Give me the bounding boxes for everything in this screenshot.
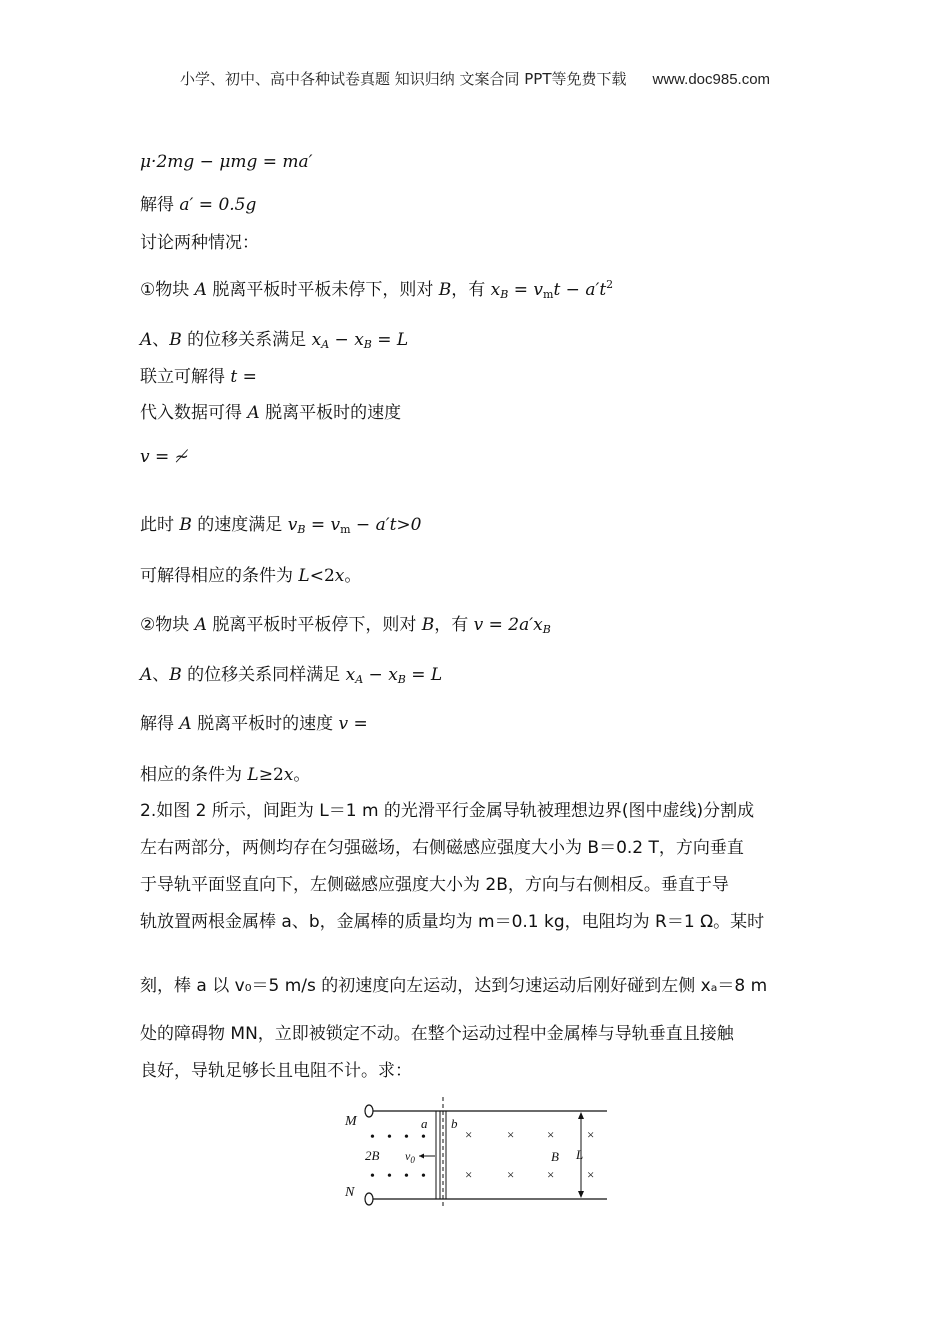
problem-2-line-7: 良好，导轨足够长且电阻不计。求： bbox=[140, 1061, 412, 1081]
text: 可解得相应的条件为 bbox=[140, 566, 299, 586]
text: B bbox=[438, 280, 452, 300]
text: 联立可解得 bbox=[140, 367, 231, 387]
problem-2-line-3: 于导轨平面竖直向下，左侧磁感应强度大小为 2B，方向与右侧相反。垂直于导 bbox=[140, 875, 729, 895]
text-line-6 bbox=[140, 362, 257, 387]
text: ，有 bbox=[451, 280, 491, 300]
subscript: A bbox=[355, 673, 364, 686]
text: x bbox=[345, 665, 356, 685]
text: = v bbox=[508, 280, 543, 300]
text: ≥2 bbox=[258, 765, 284, 785]
text: A bbox=[194, 280, 207, 300]
dimension-arrow-down-icon bbox=[578, 1191, 584, 1198]
text: v = 2a′x bbox=[473, 615, 543, 635]
text: <2 bbox=[309, 566, 335, 586]
text-line-14 bbox=[140, 760, 310, 785]
text: 脱离平板时平板停下，则对 bbox=[206, 615, 422, 635]
superscript: 2 bbox=[606, 278, 614, 291]
terminal-N-icon bbox=[365, 1193, 373, 1205]
text: v bbox=[140, 447, 150, 467]
header-title: 小学、初中、高中各种试卷真题 知识归纳 文案合同 PPT等免费下载 bbox=[179, 70, 627, 88]
text: ①物块 bbox=[140, 280, 195, 300]
dimension-arrow-up-icon bbox=[578, 1112, 584, 1119]
text: x bbox=[283, 765, 294, 785]
subscript: A bbox=[321, 338, 330, 351]
text: B bbox=[169, 330, 182, 350]
label-v0-main: v bbox=[405, 1149, 411, 1163]
subscript: B bbox=[363, 338, 372, 351]
field-dot: • bbox=[370, 1130, 375, 1145]
text: B bbox=[179, 515, 192, 535]
text: ②物块 bbox=[140, 615, 195, 635]
subscript: B bbox=[542, 623, 551, 636]
subscript: m bbox=[543, 288, 554, 301]
text: a′ = 0.5g bbox=[179, 195, 257, 215]
text: v bbox=[338, 714, 349, 734]
text: 、 bbox=[152, 665, 170, 685]
text: x bbox=[490, 280, 501, 300]
text: A bbox=[140, 665, 153, 685]
subscript: m bbox=[340, 523, 351, 536]
text: 相应的条件为 bbox=[140, 765, 248, 785]
text: ，有 bbox=[434, 615, 474, 635]
text: 解得 bbox=[140, 195, 180, 215]
label-v0-sub: 0 bbox=[410, 1155, 415, 1165]
field-cross: × bbox=[507, 1167, 515, 1182]
label-v0 bbox=[405, 1149, 415, 1165]
problem-2-line-2: 左右两部分，两侧均存在匀强磁场，右侧磁感应强度大小为 B＝0.2 T，方向垂直 bbox=[140, 838, 744, 858]
subscript: B bbox=[397, 673, 406, 686]
text: 。 bbox=[293, 765, 311, 785]
text: = ≁ bbox=[149, 447, 189, 467]
text: 脱离平板时平板未停下，则对 bbox=[206, 280, 439, 300]
text-line-10 bbox=[140, 561, 361, 586]
problem-2-line-6: 处的障碍物 MN，立即被锁定不动。在整个运动过程中金属棒与导轨垂直且接触 bbox=[140, 1024, 734, 1044]
text: 解得 bbox=[140, 714, 180, 734]
text: 代入数据可得 bbox=[140, 403, 248, 423]
text-line-3: 讨论两种情况： bbox=[140, 233, 259, 253]
text-line-8 bbox=[140, 447, 189, 467]
label-N: N bbox=[345, 1185, 355, 1200]
text: = bbox=[237, 367, 257, 387]
field-dot: • bbox=[404, 1130, 409, 1145]
subscript: B bbox=[297, 523, 306, 536]
text: 脱离平板时的速度 bbox=[191, 714, 339, 734]
text: L bbox=[298, 566, 310, 586]
header-site: www.doc985.com bbox=[652, 71, 771, 88]
field-dot: • bbox=[404, 1169, 409, 1184]
text: L bbox=[247, 765, 259, 785]
text: v bbox=[287, 515, 298, 535]
text: = L bbox=[371, 330, 409, 350]
field-dot: • bbox=[421, 1130, 426, 1145]
text-line-7 bbox=[140, 398, 401, 423]
text: 、 bbox=[152, 330, 170, 350]
text: − x bbox=[363, 665, 398, 685]
text: 的速度满足 bbox=[191, 515, 288, 535]
field-cross: × bbox=[587, 1127, 595, 1142]
text-line-9 bbox=[140, 510, 421, 536]
problem-2-line-1: 2.如图 2 所示，间距为 L＝1 m 的光滑平行金属导轨被理想边界(图中虚线)分割成 bbox=[140, 801, 755, 821]
field-cross: × bbox=[547, 1127, 555, 1142]
text-line-11 bbox=[140, 610, 551, 636]
rail-diagram bbox=[335, 1095, 625, 1215]
text: A bbox=[140, 330, 153, 350]
problem-2-line-5: 刻，棒 a 以 v₀＝5 m/s 的初速度向左运动，达到匀速运动后刚好碰到左侧 xₐ＝8 m bbox=[140, 976, 768, 996]
text: = bbox=[348, 714, 368, 734]
equation-line-1: μ·2mg − μmg = ma′ bbox=[140, 152, 313, 172]
label-M: M bbox=[345, 1114, 357, 1129]
text: t − a′t bbox=[553, 280, 607, 300]
field-dot: • bbox=[421, 1169, 426, 1184]
text: A bbox=[247, 403, 260, 423]
field-dot: • bbox=[387, 1169, 392, 1184]
field-dot: • bbox=[370, 1169, 375, 1184]
equation-line-2 bbox=[140, 190, 256, 215]
terminal-M-icon bbox=[365, 1105, 373, 1117]
label-L: L bbox=[576, 1147, 584, 1162]
problem-2-line-4: 轨放置两根金属棒 a、b，金属棒的质量均为 m＝0.1 kg，电阻均为 R＝1 Ω。某时 bbox=[140, 912, 765, 932]
text: A bbox=[179, 714, 192, 734]
field-cross: × bbox=[465, 1167, 473, 1182]
text: B bbox=[421, 615, 435, 635]
field-cross: × bbox=[547, 1167, 555, 1182]
text-line-12 bbox=[140, 660, 442, 686]
text-line-13 bbox=[140, 709, 368, 734]
text: = v bbox=[305, 515, 341, 535]
text: 的位移关系同样满足 bbox=[181, 665, 346, 685]
text: 的位移关系满足 bbox=[181, 330, 312, 350]
label-a: a bbox=[421, 1116, 428, 1131]
text: x bbox=[334, 566, 345, 586]
subscript: B bbox=[500, 288, 509, 301]
field-cross: × bbox=[507, 1127, 515, 1142]
label-b: b bbox=[451, 1116, 458, 1131]
text: B bbox=[169, 665, 182, 685]
text: 。 bbox=[344, 566, 362, 586]
text: A bbox=[194, 615, 207, 635]
text-line-5 bbox=[140, 325, 408, 351]
label-2B: 2B bbox=[365, 1148, 380, 1163]
text: = L bbox=[405, 665, 443, 685]
text: − x bbox=[329, 330, 364, 350]
label-B: B bbox=[551, 1149, 559, 1164]
text-line-4 bbox=[140, 275, 613, 301]
text: 此时 bbox=[140, 515, 180, 535]
text: − a′t>0 bbox=[350, 515, 422, 535]
text: 脱离平板时的速度 bbox=[259, 403, 402, 423]
page-header bbox=[0, 68, 950, 89]
field-dot: • bbox=[387, 1130, 392, 1145]
text: t bbox=[230, 367, 238, 387]
velocity-arrowhead-icon bbox=[419, 1154, 424, 1159]
text: x bbox=[311, 330, 322, 350]
field-cross: × bbox=[465, 1127, 473, 1142]
field-cross: × bbox=[587, 1167, 595, 1182]
